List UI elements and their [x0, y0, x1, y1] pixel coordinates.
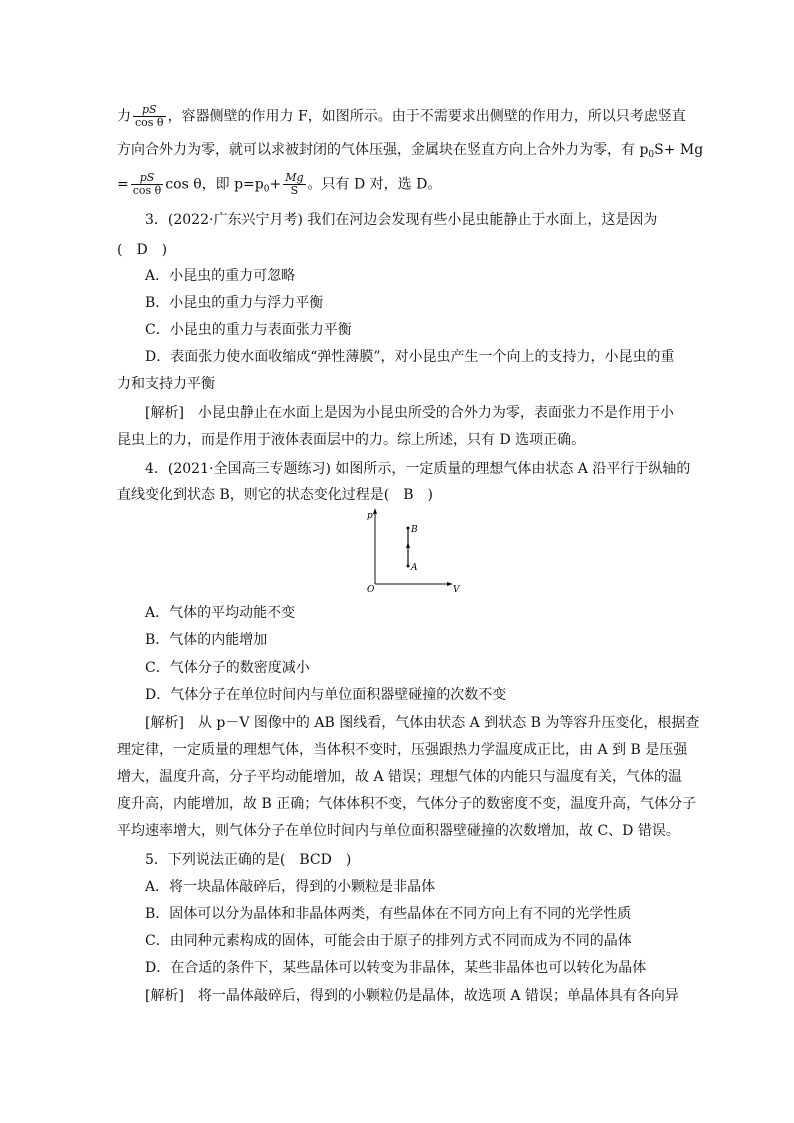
q4-stem: 4．(2021·全国高三专题练习) 如图所示，一定质量的理想气体由状态 A 沿平行于纵轴的 — [145, 461, 691, 477]
fraction-ps-cos: $\frac{pS}{\text{cos θ}}$ — [135, 103, 164, 129]
p-label: p — [367, 511, 373, 521]
solution-line-3: = $\frac{pS}{\text{cos θ}}$ cos θ，即 $p=p_0+$ $\frac{Mg}{S}$ 。只有 D 对，选 D。 — [117, 171, 442, 197]
q3-option-d-cont: 力和支持力平衡 — [117, 376, 215, 392]
q3-answer: ( D ) — [117, 242, 168, 258]
q3-analysis-cont: 昆虫上的力，而是作用于液体表面层中的力。综上所述，只有 D 选项正确。 — [117, 432, 586, 448]
q4-option-a: A．气体的平均动能不变 — [145, 605, 296, 621]
q4-analysis-4: 度升高，内能增加，故 B 正确；气体体积不变，气体分子的数密度不变，温度升高，气体分子 — [117, 796, 697, 812]
solution-line-2: 方向合外力为零，就可以求被封闭的气体压强，金属块在竖直方向上合外力为零，有 $p_0S+ Mg$ — [117, 142, 704, 160]
origin-label: O — [367, 585, 375, 595]
q3-option-a: A．小昆虫的重力可忽略 — [145, 268, 296, 284]
q4-analysis-2: 理定律，一定质量的理想气体，当体积不变时，压强跟热力学温度成正比，由 A 到 B 是压强 — [117, 742, 688, 758]
q4-stem-cont: 直线变化到状态 B，则它的状态变化过程是( B ) — [117, 487, 433, 503]
q4-option-b: B．气体的内能增加 — [145, 632, 268, 648]
q3-option-c: C．小昆虫的重力与表面张力平衡 — [145, 322, 352, 338]
ab-arrow-icon — [406, 542, 410, 548]
q3-option-d: D．表面张力使水面收缩成“弹性薄膜”，对小昆虫产生一个向上的支持力，小昆虫的重 — [145, 349, 675, 365]
q5-option-a: A．将一块晶体敲碎后，得到的小颗粒是非晶体 — [145, 879, 436, 895]
q5-analysis: [解析] 将一晶体敲碎后，得到的小颗粒仍是晶体，故选项 A 错误；单晶体具有各向异 — [145, 988, 679, 1004]
a-label: A — [411, 563, 418, 573]
q5-option-c: C．由同种元素构成的固体，可能会由于原子的排列方式不同而成为不同的晶体 — [145, 933, 632, 949]
text: 力 — [117, 108, 131, 125]
q5-option-b: B．固体可以分为晶体和非晶体两类，有些晶体在不同方向上有不同的光学性质 — [145, 906, 632, 922]
point-b — [407, 527, 410, 530]
q4-analysis-5: 平均速率增大，则气体分子在单位时间内与单位面积器壁碰撞的次数增加，故 C、D 错误。 — [117, 823, 680, 839]
q4-analysis-3: 增大，温度升高，分子平均动能增加，故 A 错误；理想气体的内能只与温度有关，气体的温 — [117, 769, 683, 785]
q4-analysis: [解析] 从 p－V 图像中的 AB 图线看，气体由状态 A 到状态 B 为等容升压变化，根据查 — [145, 715, 700, 731]
text: ，容器侧壁的作用力 F，如图所示。由于不需要求出侧壁的作用力，所以只考虑竖直 — [167, 108, 686, 125]
q5-stem: 5．下列说法正确的是( BCD ) — [145, 852, 352, 868]
point-a — [407, 565, 410, 568]
q3-option-b: B．小昆虫的重力与浮力平衡 — [145, 295, 324, 311]
p-axis-arrow-icon — [373, 508, 377, 514]
b-label: B — [411, 525, 418, 535]
fraction-ps-cos-2: $\frac{pS}{\text{cos θ}}$ — [132, 171, 162, 197]
q5-option-d: D．在合适的条件下，某些晶体可以转变为非晶体，某些非晶体也可以转化为晶体 — [145, 960, 647, 976]
v-label: V — [453, 585, 460, 595]
q3-stem: 3．(2022·广东兴宁月考) 我们在河边会发现有些小昆虫能静止于水面上，这是因为 — [145, 212, 658, 228]
solution-line-1 — [117, 104, 689, 129]
pv-diagram — [365, 506, 465, 596]
fraction-mg-s: $\frac{Mg}{S}$ — [285, 171, 304, 197]
q3-analysis: [解析] 小昆虫静止在水面上是因为小昆虫所受的合外力为零，表面张力不是作用于小 — [145, 405, 674, 421]
q4-option-c: C．气体分子的数密度减小 — [145, 660, 310, 676]
q4-option-d: D．气体分子在单位时间内与单位面积器壁碰撞的次数不变 — [145, 687, 507, 703]
